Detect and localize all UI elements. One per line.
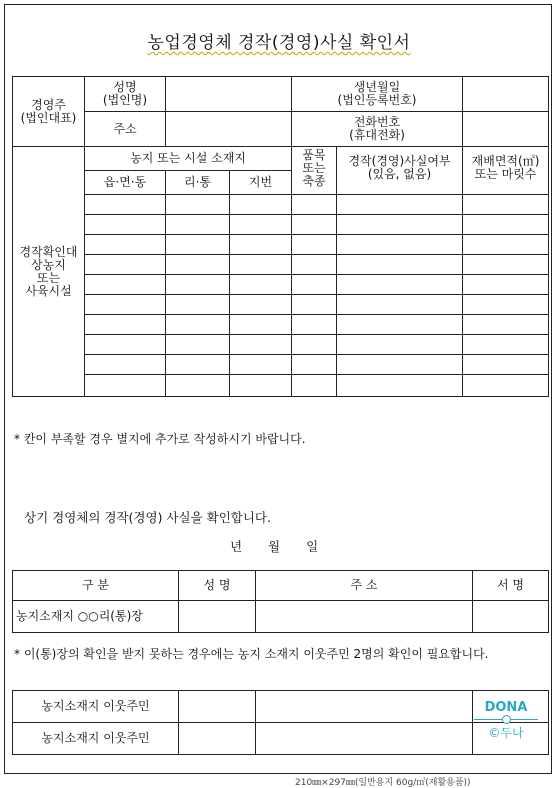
note-blank-rows: * 칸이 부족할 경우 별지에 추가로 작성하시기 바랍니다. xyxy=(14,432,306,446)
neighbor-2-label: 농지소재지 이웃주민 xyxy=(13,723,179,755)
operator-label: 경영주 (법인대표) xyxy=(13,77,85,147)
phone-field[interactable] xyxy=(463,112,549,147)
neighbor-2-name-field[interactable] xyxy=(179,723,256,755)
watermark-divider xyxy=(474,719,538,720)
crop-header: 품목 또는 축종 xyxy=(292,147,337,195)
table-row xyxy=(13,355,549,375)
address-field[interactable] xyxy=(166,112,292,147)
village-head-address-field[interactable] xyxy=(256,601,473,633)
name-header: 성 명 xyxy=(179,571,256,601)
watermark-brand: DONA xyxy=(484,700,528,715)
watermark-dot-icon xyxy=(502,715,511,724)
table-row xyxy=(13,235,549,255)
neighbor-1-label: 농지소재지 이웃주민 xyxy=(13,691,179,723)
status-header: 경작(경영)사실여부 (있음, 없음) xyxy=(337,147,463,195)
table-row xyxy=(13,255,549,275)
phone-label: 전화번호 (휴대전화) xyxy=(292,112,463,147)
neighbor-table xyxy=(12,690,549,755)
neighbor-1-address-field[interactable] xyxy=(256,691,473,723)
note-neighbors: * 이(통)장의 확인을 받지 못하는 경우에는 농지 소재지 이웃주민 2명의 확인이 필요합니다. xyxy=(14,647,489,661)
town-header: 읍·면·동 xyxy=(85,171,166,195)
birth-label: 생년월일 (법인등록번호) xyxy=(292,77,463,112)
signature-table xyxy=(12,570,549,633)
village-head-label: 농지소재지 ○○리(통)장 xyxy=(13,601,179,633)
date-line: 년 월 일 xyxy=(230,539,319,554)
lot-header: 지번 xyxy=(230,171,292,195)
neighbor-1-name-field[interactable] xyxy=(179,691,256,723)
form-title: 농업경영체 경작(경영)사실 확인서 xyxy=(147,33,411,53)
table-row xyxy=(13,335,549,355)
type-header: 구 분 xyxy=(13,571,179,601)
sign-header: 서 명 xyxy=(473,571,549,601)
table-row xyxy=(13,375,549,397)
name-label: 성명 (법인명) xyxy=(85,77,166,112)
farmland-label: 경작확인대 상농지 또는 사육시설 xyxy=(13,147,85,397)
table-row xyxy=(13,295,549,315)
operator-farmland-table xyxy=(12,76,549,397)
table-row xyxy=(13,315,549,335)
paper-spec-footer: 210㎜×297㎜(일반용지 60g/㎡(재활용품)) xyxy=(295,778,471,788)
table-row xyxy=(13,195,549,215)
name-field[interactable] xyxy=(166,77,292,112)
address-label: 주소 xyxy=(85,112,166,147)
confirm-statement: 상기 경영체의 경작(경영) 사실을 확인합니다. xyxy=(24,510,271,525)
village-head-sign-field[interactable] xyxy=(473,601,549,633)
village-head-name-field[interactable] xyxy=(179,601,256,633)
area-header: 재배면적(㎡) 또는 마릿수 xyxy=(463,147,549,195)
address-header: 주 소 xyxy=(256,571,473,601)
village-header: 리·통 xyxy=(166,171,230,195)
birth-field[interactable] xyxy=(463,77,549,112)
neighbor-2-address-field[interactable] xyxy=(256,723,473,755)
location-header: 농지 또는 시설 소재지 xyxy=(85,147,292,171)
watermark-copyright: ©두나 xyxy=(488,726,524,740)
table-row xyxy=(13,275,549,295)
watermark-logo xyxy=(472,694,540,754)
table-row xyxy=(13,215,549,235)
